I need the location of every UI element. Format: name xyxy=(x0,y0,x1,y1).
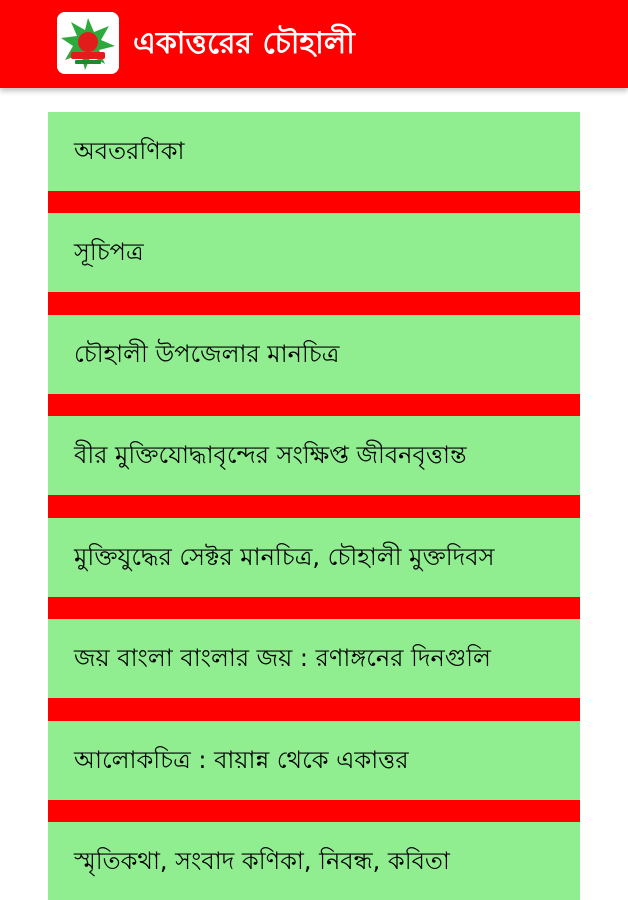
app-title: একাত্তরের চৌহালী xyxy=(133,26,355,61)
menu-item-photographs[interactable] xyxy=(48,721,580,800)
menu-item-label: স্মৃতিকথা, সংবাদ কণিকা, নিবন্ধ, কবিতা xyxy=(74,847,450,875)
menu-item-introduction[interactable] xyxy=(48,112,580,191)
menu-item-label: চৌহালী উপজেলার মানচিত্র xyxy=(74,340,340,368)
menu-list xyxy=(48,112,580,900)
app-logo-icon xyxy=(57,12,119,74)
menu-item-upazila-map[interactable] xyxy=(48,315,580,394)
menu-item-table-of-contents[interactable] xyxy=(48,213,580,292)
menu-item-joy-bangla[interactable] xyxy=(48,619,580,698)
menu-item-label: সূচিপত্র xyxy=(74,238,144,266)
menu-item-label: অবতরণিকা xyxy=(74,137,185,165)
menu-item-freedom-fighter-biographies[interactable] xyxy=(48,416,580,495)
menu-item-label: জয় বাংলা বাংলার জয় : রণাঙ্গনের দিনগুলি xyxy=(74,644,491,672)
menu-item-sector-map-liberation-day[interactable] xyxy=(48,518,580,597)
menu-item-label: আলোকচিত্র : বায়ান্ন থেকে একাত্তর xyxy=(74,746,409,774)
menu-item-label: মুক্তিযুদ্ধের সেক্টর মানচিত্র, চৌহালী মুক্তদিবস xyxy=(74,543,495,571)
app-bar xyxy=(0,0,628,88)
menu-item-memoirs[interactable] xyxy=(48,822,580,900)
menu-item-label: বীর মুক্তিযোদ্ধাবৃন্দের সংক্ষিপ্ত জীবনবৃত্তান্ত xyxy=(74,441,467,469)
